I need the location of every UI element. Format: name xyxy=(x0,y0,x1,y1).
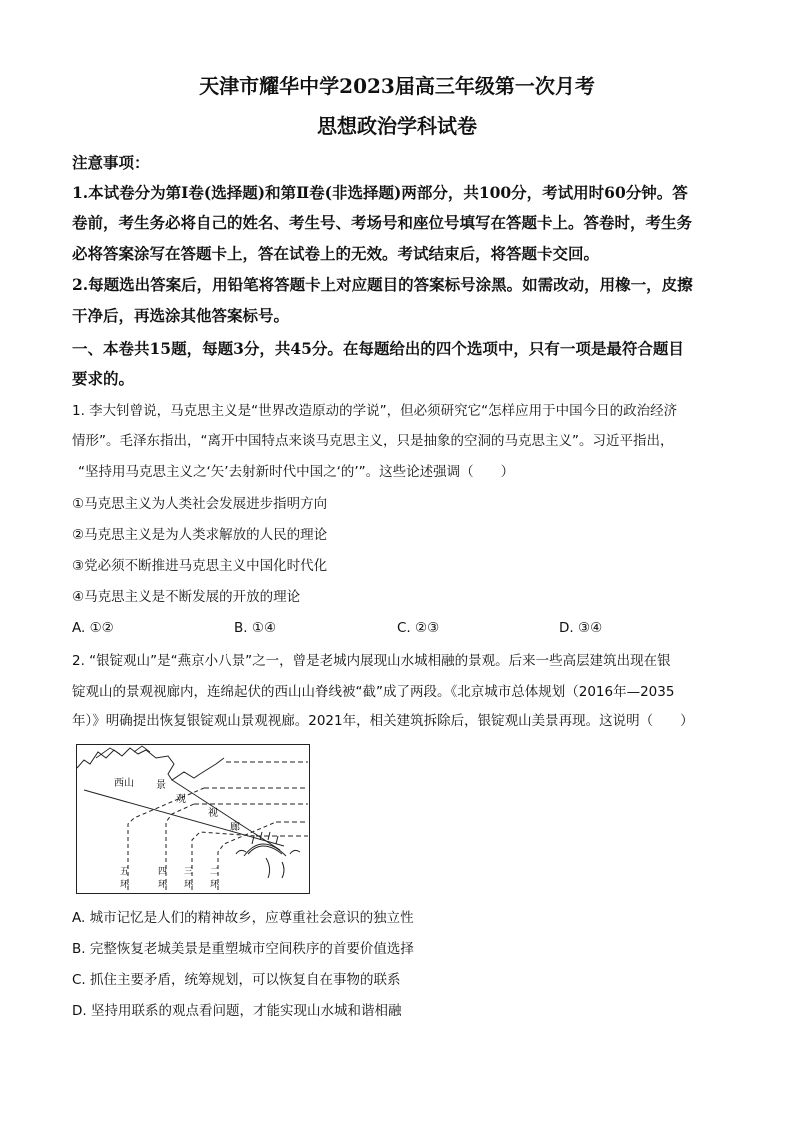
q1-statement-1: ①马克思主义为人类社会发展进步指明方向 xyxy=(72,496,328,512)
label-shi: 视 xyxy=(208,808,218,819)
q1-stem-line1: 1. 李大钊曾说，马克思主义是“世界改造原动的学说”，但必须研究它“怎样应用于中国今日的政治经济 xyxy=(72,403,678,419)
q2-stem-line1: 2. “银锭观山”是“燕京小八景”之一，曾是老城内展现山水城相融的景观。后来一些高层建筑出现在银 xyxy=(72,653,671,669)
q2-option-c: C. 抓住主要矛盾，统筹规划，可以恢复自在事物的联系 xyxy=(72,972,401,988)
q1-option-c: C. ②③ xyxy=(397,620,440,636)
q2-option-d: D. 坚持用联系的观点看问题，才能实现山水城和谐相融 xyxy=(72,1003,402,1019)
label-ring2-b: 环 xyxy=(210,880,220,890)
label-jing: 景 xyxy=(156,780,166,791)
q1-option-b: B. ①④ xyxy=(234,620,277,636)
notes-item1-line2: 卷前，考生务必将自己的姓名、考生号、考场号和座位号填写在答题卡上。答卷时，考生务 xyxy=(72,213,693,232)
q1-option-a: A. ①② xyxy=(72,620,114,636)
notes-item1-line1: 1.本试卷分为第Ⅰ卷(选择题)和第Ⅱ卷(非选择题)两部分，共100分，考试用时60分钟。答 xyxy=(72,183,688,202)
label-ring2-a: 二 xyxy=(210,867,220,877)
q2-stem-line2: 锭观山的景观视廊内，连绵起伏的西山山脊线被“截”成了两段。《北京城市总体规划（2016年—2035 xyxy=(72,684,675,700)
label-ring4-a: 四 xyxy=(158,867,168,877)
section1-line2: 要求的。 xyxy=(72,369,135,388)
notes-item1-line3: 必将答案涂写在答题卡上，答在试卷上的无效。考试结束后，将答题卡交回。 xyxy=(72,244,600,263)
section1-line1: 一、本卷共15题，每题3分，共45分。在每题给出的四个选项中，只有一项是最符合题目 xyxy=(72,339,684,358)
q1-option-d: D. ③④ xyxy=(559,620,603,636)
label-ring5-a: 五 xyxy=(120,867,130,877)
notes-heading: 注意事项： xyxy=(72,153,150,172)
label-ring4-b: 环 xyxy=(158,880,168,890)
label-ring3-b: 环 xyxy=(184,880,194,890)
label-guan: 观 xyxy=(176,794,186,805)
q1-statement-3: ③党必须不断推进马克思主义中国化时代化 xyxy=(72,558,328,574)
q1-stem-line3: “坚持用马克思主义之‘矢’去射新时代中国之‘的’”。这些论述强调（ ） xyxy=(78,464,515,480)
q2-option-a: A. 城市记忆是人们的精神故乡，应尊重社会意识的独立性 xyxy=(72,910,414,926)
notes-item2-line1: 2.每题选出答案后，用铅笔将答题卡上对应题目的答案标号涂黑。如需改动，用橡一，皮擦 xyxy=(72,275,693,294)
q1-stem-line2: 情形”。毛泽东指出，“离开中国特点来谈马克思主义，只是抽象的空洞的马克思主义”。习近平指出， xyxy=(72,433,674,449)
q1-statement-2: ②马克思主义是为人类求解放的人民的理论 xyxy=(72,527,328,543)
exam-subtitle: 思想政治学科试卷 xyxy=(317,114,477,138)
label-ring3-a: 三 xyxy=(184,867,194,877)
label-lang: 廊 xyxy=(230,822,240,833)
label-ring5-b: 环 xyxy=(120,880,130,890)
label-xishan: 西山 xyxy=(114,778,134,789)
exam-title: 天津市耀华中学2023届高三年级第一次月考 xyxy=(199,74,595,98)
notes-item2-line2: 干净后，再选涂其他答案标号。 xyxy=(72,306,290,325)
view-corridor-diagram xyxy=(76,744,310,894)
q1-statement-4: ④马克思主义是不断发展的开放的理论 xyxy=(72,589,301,605)
q2-option-b: B. 完整恢复老城美景是重塑城市空间秩序的首要价值选择 xyxy=(72,941,414,957)
q2-stem-line3: 年）》明确提出恢复银锭观山景观视廊。2021年，相关建筑拆除后，银锭观山美景再现。这说明（ ） xyxy=(72,713,694,729)
